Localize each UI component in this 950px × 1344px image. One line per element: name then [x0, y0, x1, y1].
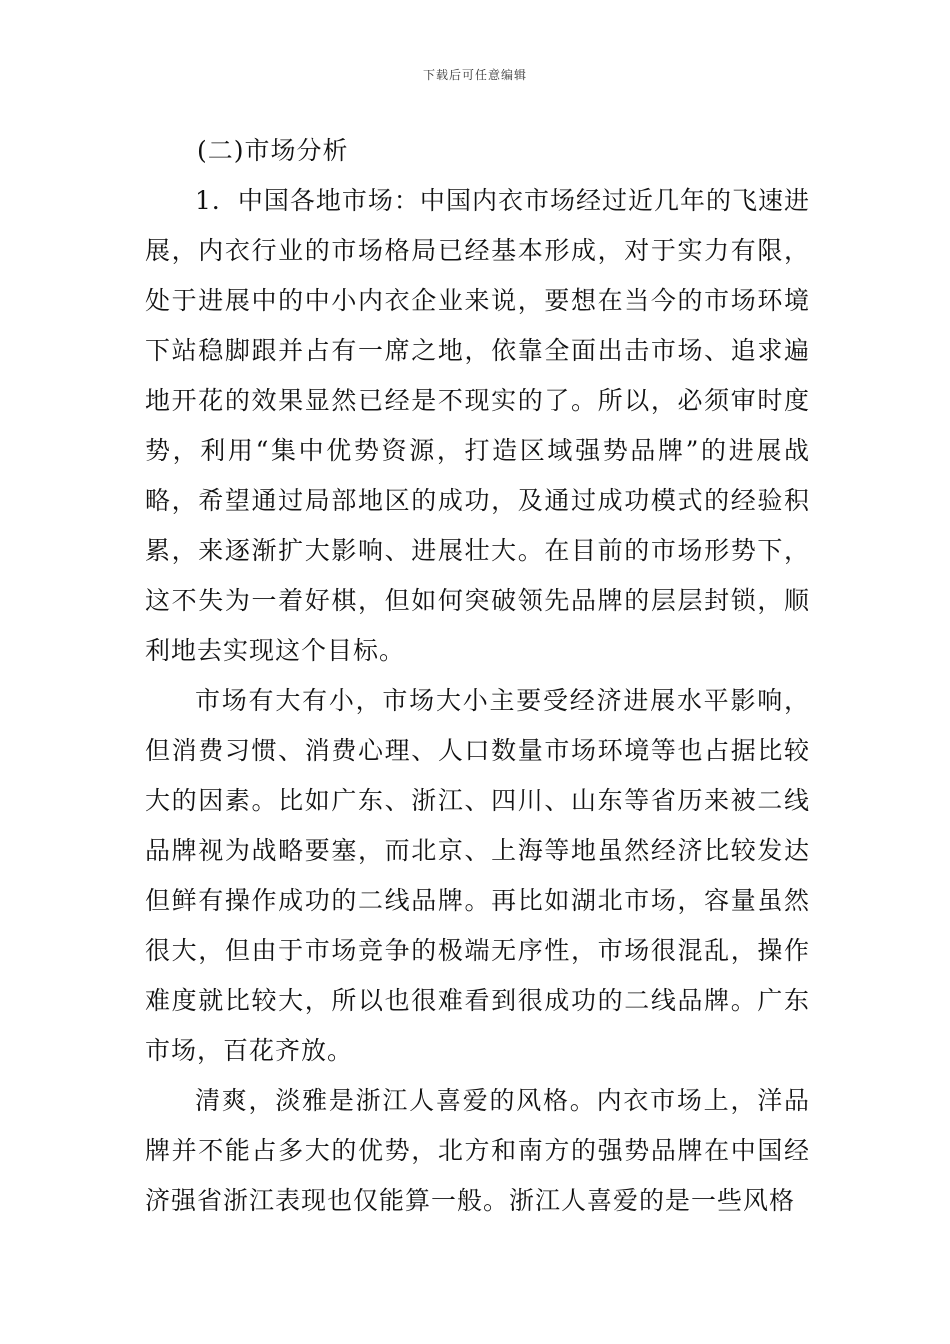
- paragraph-market-overview: 1．中国各地市场：中国内衣市场经过近几年的飞速进展，内衣行业的市场格局已经基本形成，对于实力有限，处于进展中的中小内衣企业来说，要想在当今的市场环境下站稳脚跟并占有一席之地，依靠全面出击市场、追求遍地开花的效果显然已经是不现实的了。所以，必须审时度势，利用“集中优势资源，打造区域强势品牌”的进展战略，希望通过局部地区的成功，及通过成功模式的经验积累，来逐渐扩大影响、进展壮大。在目前的市场形势下，这不失为一着好棋，但如何突破领先品牌的层层封锁，顺利地去实现这个目标。: [145, 186, 810, 665]
- paragraph-zhejiang-market: 清爽，淡雅是浙江人喜爱的风格。内衣市场上，洋品牌并不能占多大的优势，北方和南方的强势品牌在中国经济强省浙江表现也仅能算一般。浙江人喜爱的是一些风格: [145, 1086, 810, 1215]
- paragraph-market-size: 市场有大有小，市场大小主要受经济进展水平影响，但消费习惯、消费心理、人口数量市场环境等也占据比较大的因素。比如广东、浙江、四川、山东等省历来被二线品牌视为战略要塞，而北京、上海等地虽然经济比较发达但鲜有操作成功的二线品牌。再比如湖北市场，容量虽然很大，但由于市场竞争的极端无序性，市场很混乱，操作难度就比较大，所以也很难看到很成功的二线品牌。广东市场，百花齐放。: [145, 686, 810, 1065]
- section-heading: (二)市场分析: [197, 136, 349, 165]
- document-body: [145, 126, 810, 1226]
- page-header-note: 下载后可任意编辑: [422, 68, 527, 82]
